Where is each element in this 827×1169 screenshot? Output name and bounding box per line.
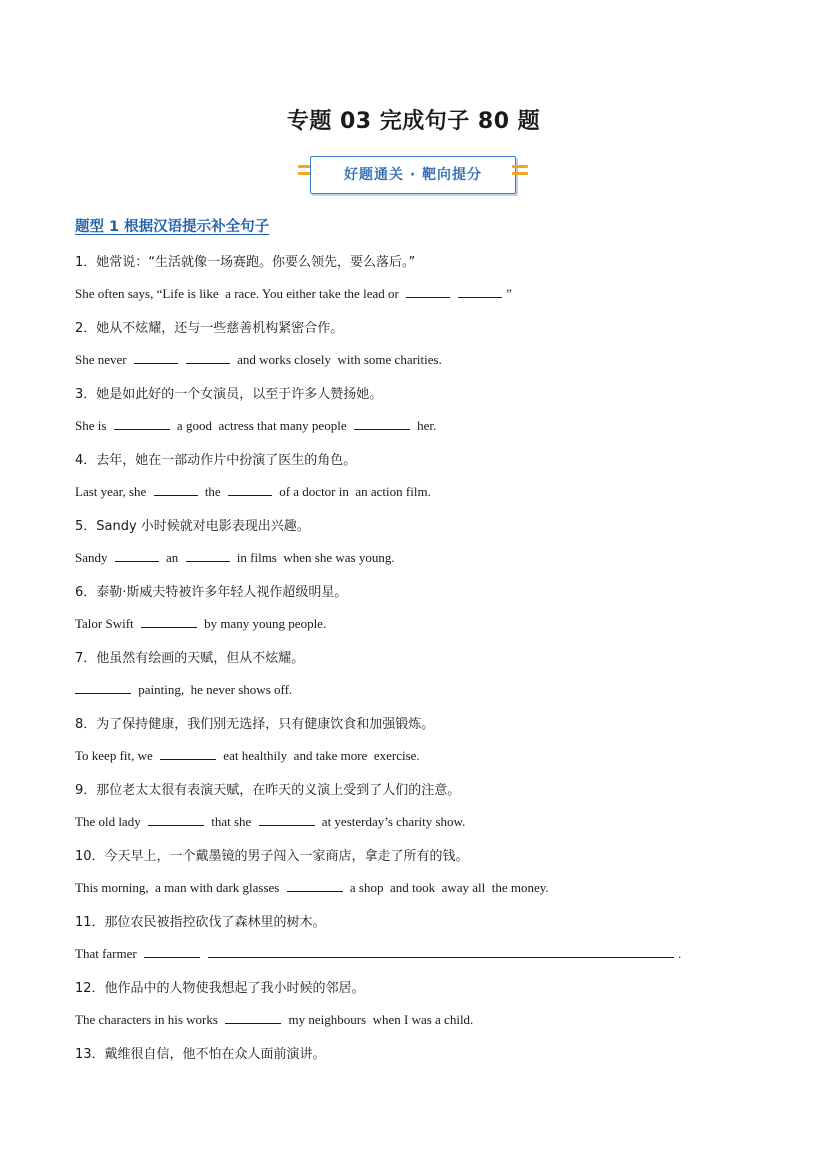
answer-blank[interactable] [144, 945, 200, 958]
answer-blank[interactable] [75, 681, 131, 694]
answer-blank[interactable] [225, 1011, 281, 1024]
question-6 [75, 576, 715, 642]
question-prompt: 7．他虽然有绘画的天赋，但从不炫耀。 [75, 651, 305, 666]
question-sentence [75, 681, 292, 698]
sentence-text: my neighbours when I was a child. [285, 1012, 474, 1027]
question-prompt: 8．为了保持健康，我们别无选择，只有健康饮食和加强锻炼。 [75, 717, 435, 732]
question-1 [75, 246, 715, 312]
banner-box [310, 156, 516, 194]
sentence-text: and works closely with some charities. [233, 352, 442, 367]
sentence-text: Last year, she [75, 484, 150, 499]
question-prompt: 13．戴维很自信，他不怕在众人面前演讲。 [75, 1047, 326, 1062]
sentence-text: the [201, 484, 224, 499]
sentence-text: her. [413, 418, 437, 433]
answer-blank[interactable] [160, 747, 216, 760]
question-sentence [75, 945, 681, 962]
question-13 [75, 1038, 715, 1104]
answer-blank[interactable] [354, 417, 410, 430]
sentence-text: painting, he never shows off. [135, 682, 293, 697]
sentence-text: The characters in his works [75, 1012, 222, 1027]
sentence-text: by many young people. [200, 616, 327, 631]
question-prompt: 3．她是如此好的一个女演员，以至于许多人赞扬她。 [75, 387, 383, 402]
question-4 [75, 444, 715, 510]
sentence-text: at yesterday’s charity show. [318, 814, 466, 829]
question-sentence [75, 813, 465, 830]
sentence-text: She often says, “Life is like a race. You either take the lead or [75, 286, 403, 301]
sentence-text: Sandy [75, 550, 111, 565]
answer-blank[interactable] [406, 285, 450, 298]
question-sentence [75, 549, 395, 566]
question-prompt: 2．她从不炫耀，还与一些慈善机构紧密合作。 [75, 321, 344, 336]
question-7 [75, 642, 715, 708]
question-sentence [75, 285, 512, 302]
question-sentence [75, 747, 420, 764]
sentence-text: To keep fit, we [75, 748, 157, 763]
section-title: 题型 1 根据汉语提示补全句子 [75, 219, 270, 235]
sentence-text: The old lady [75, 814, 144, 829]
sentence-text: a shop and took away all the money. [346, 880, 549, 895]
banner [298, 156, 528, 196]
question-5 [75, 510, 715, 576]
question-10 [75, 840, 715, 906]
sentence-text: in films when she was young. [233, 550, 395, 565]
sentence-text: ” [506, 286, 512, 301]
answer-blank[interactable] [148, 813, 204, 826]
question-prompt: 10．今天早上，一个戴墨镜的男子闯入一家商店，拿走了所有的钱。 [75, 849, 469, 864]
sentence-text: that she [207, 814, 255, 829]
question-prompt: 4．去年，她在一部动作片中扮演了医生的角色。 [75, 453, 357, 468]
page-title: 专题 03 完成句子 80 题 [286, 109, 541, 134]
question-9 [75, 774, 715, 840]
sentence-text: Talor Swift [75, 616, 137, 631]
answer-blank[interactable] [186, 549, 230, 562]
answer-blank[interactable] [287, 879, 343, 892]
answer-blank[interactable] [134, 351, 178, 364]
answer-blank[interactable] [186, 351, 230, 364]
sentence-text: She is [75, 418, 110, 433]
question-prompt: 9．那位老太太很有表演天赋，在昨天的义演上受到了人们的注意。 [75, 783, 461, 798]
question-sentence [75, 483, 431, 500]
answer-blank[interactable] [114, 417, 170, 430]
question-11 [75, 906, 715, 972]
question-3 [75, 378, 715, 444]
question-prompt: 5．Sandy 小时候就对电影表现出兴趣。 [75, 519, 310, 534]
sentence-text: That farmer [75, 946, 140, 961]
double-bar-icon [512, 165, 528, 183]
sentence-text: eat healthily and take more exercise. [220, 748, 420, 763]
answer-blank-long[interactable] [208, 945, 674, 958]
question-prompt: 11．那位农民被指控砍伐了森林里的树木。 [75, 915, 326, 930]
answer-blank[interactable] [458, 285, 502, 298]
sentence-text: a good actress that many people [173, 418, 350, 433]
question-2 [75, 312, 715, 378]
answer-blank[interactable] [141, 615, 197, 628]
question-sentence [75, 615, 326, 632]
question-12 [75, 972, 715, 1038]
question-list [75, 246, 715, 1104]
answer-blank[interactable] [228, 483, 272, 496]
answer-blank[interactable] [154, 483, 198, 496]
question-sentence [75, 879, 549, 896]
sentence-text: . [677, 946, 682, 961]
question-prompt: 6．泰勒·斯威夫特被许多年轻人视作超级明星。 [75, 585, 348, 600]
answer-blank[interactable] [115, 549, 159, 562]
question-sentence [75, 417, 436, 434]
sentence-text: an [162, 550, 182, 565]
answer-blank[interactable] [259, 813, 315, 826]
sentence-text: This morning, a man with dark glasses [75, 880, 283, 895]
banner-text: 好题通关 · 靶向提分 [343, 167, 483, 183]
question-prompt: 12．他作品中的人物使我想起了我小时候的邻居。 [75, 981, 365, 996]
question-sentence [75, 351, 442, 368]
question-sentence [75, 1011, 473, 1028]
sentence-text: She never [75, 352, 130, 367]
question-8 [75, 708, 715, 774]
sentence-text: of a doctor in an action film. [275, 484, 431, 499]
question-prompt: 1．她常说：“生活就像一场赛跑。你要么领先，要么落后。” [75, 255, 416, 270]
